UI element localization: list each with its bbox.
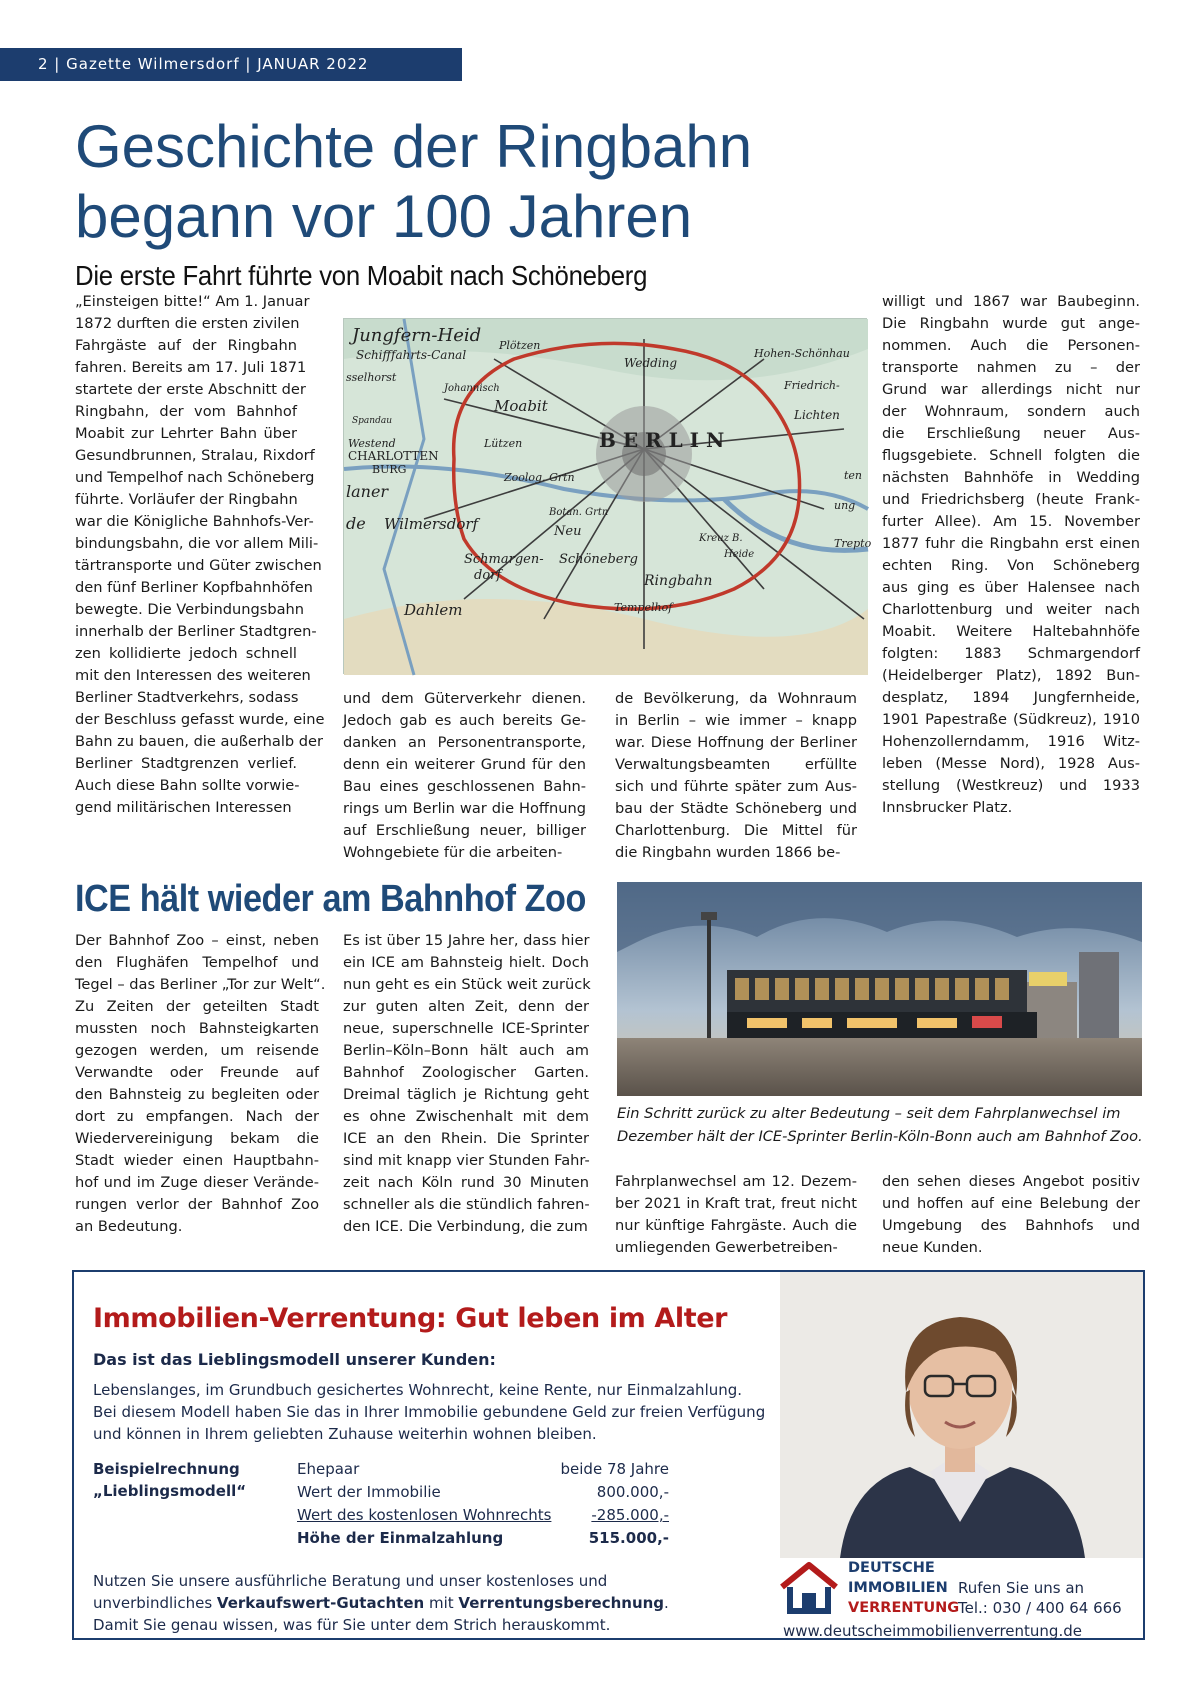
ad-description-line-2: Bei diesem Modell haben Sie das in Ihrer Immobilie gebundene Geld zur freien Verfügung	[93, 1403, 766, 1421]
text-line: war die Königliche Bahnhofs-Ver-	[75, 513, 314, 530]
text-line: war. Diese Hoffnung der Berliner	[615, 734, 857, 751]
text-line: Umgebung des Bahnhofs und	[882, 1217, 1140, 1234]
text-line: Moabit zur Lehrter Bahn über	[75, 425, 297, 442]
map-label-zoolog: Zoolog. Grtn	[504, 471, 575, 484]
page-header-bar	[0, 48, 462, 81]
text-line: umliegenden Gewerbetreiben-	[615, 1239, 838, 1256]
map-label-schiff: Schifffahrts-Canal	[356, 348, 467, 362]
calc-row-couple	[297, 1458, 669, 1481]
text-line: flugsgebiete. Schnell folgten die	[882, 447, 1140, 464]
text-line: Es ist über 15 Jahre her, dass hier	[343, 932, 590, 949]
map-label-wilmersdorf: Wilmersdorf	[384, 515, 479, 533]
text-line: sind mit knapp vier Stunden Fahr-	[343, 1152, 590, 1169]
text-line: Berliner Stadtverkehrs, sodass	[75, 689, 299, 706]
map-label-hohen: Hohen-Schönhau	[754, 347, 850, 360]
text-line: startete der erste Abschnitt der	[75, 381, 306, 398]
text-line: Der Bahnhof Zoo – einst, neben	[75, 932, 319, 949]
text-line: denn ein weiterer Grund für den	[343, 756, 586, 773]
text-line: auf Erschließung neuer, billiger	[343, 822, 586, 839]
company-logo-text	[848, 1558, 959, 1618]
text-line: Berliner Stadtgrenzen verlief.	[75, 755, 297, 772]
text-line: der Wohnraum, sondern auch	[882, 403, 1140, 420]
article-column-2	[343, 688, 586, 864]
ad-calculation-label-line-1: Beispielrechnung	[93, 1460, 240, 1478]
text-line: führte. Vorläufer der Ringbahn	[75, 491, 298, 508]
text-line: an Bedeutung.	[75, 1218, 183, 1235]
text-line: folgten: 1883 Schmargendorf	[882, 645, 1140, 662]
text-line: die Ringbahn wurden 1866 be-	[615, 844, 841, 861]
calc-row-property-value	[297, 1481, 669, 1504]
text-line: Charlottenburg. Die Mittel für	[615, 822, 857, 839]
text-line: tärtransporte und Güter zwischen	[75, 557, 322, 574]
text-line: neue Kunden.	[882, 1239, 983, 1256]
text-line: transporte nahmen zu – der	[882, 359, 1140, 376]
text-line: schneller als die stündlich fahren-	[343, 1196, 590, 1213]
text-line: Grund war allerdings nicht nur	[882, 381, 1140, 398]
text-line: den fünf Berliner Kopfbahnhöfen	[75, 579, 313, 596]
advisor-portrait	[780, 1272, 1143, 1558]
text-line: mussten noch Bahnsteigkarten	[75, 1020, 319, 1037]
text-line: den Bahnsteig zu begleiten oder	[75, 1086, 319, 1103]
contact-phone[interactable]: Tel.: 030 / 400 64 666	[958, 1599, 1122, 1617]
ad-footer-bold-appraisal: Verkaufswert-Gutachten	[216, 1594, 425, 1612]
text-line: bewegte. Die Verbindungsbahn	[75, 601, 305, 618]
calc-label: Wert der Immobilie	[297, 1483, 441, 1501]
map-label-heide: Heide	[724, 549, 755, 560]
text-line: neue, superschnelle ICE-Sprinter	[343, 1020, 589, 1037]
text-line: Moabit. Weitere Haltebahnhöfe	[882, 623, 1140, 640]
ad-calculation-table	[297, 1458, 669, 1550]
map-label-berlin: B E R L I N	[599, 428, 725, 452]
text-line: 1872 durften die ersten zivilen	[75, 315, 300, 332]
ad-description	[93, 1379, 765, 1445]
text-line: und Friedrichsberg (heute Frank-	[882, 491, 1140, 508]
map-label-trept: Trepto	[834, 537, 872, 550]
article-title	[75, 112, 975, 252]
article-title-line-2: begann vor 100 Jahren	[75, 183, 693, 250]
ad-footer-text	[93, 1570, 669, 1636]
text-line: nur künftige Fahrgäste. Auch die	[615, 1217, 857, 1234]
ad-description-line-3: und können in Ihrem geliebten Zuhause weiterhin wohnen bleiben.	[93, 1425, 597, 1443]
text-line: nächsten Bahnhöfe in Wedding	[882, 469, 1140, 486]
text-line: die Erschließung neuer Aus-	[882, 425, 1140, 442]
text-line: Charlottenburg und weiter nach	[882, 601, 1140, 618]
contact-info	[958, 1578, 1122, 1618]
calc-value: -285.000,-	[591, 1506, 669, 1524]
map-label-tempelhof: Tempelhof	[614, 601, 673, 614]
ad-subtitle: Das ist das Lieblingsmodell unserer Kunden:	[93, 1350, 496, 1369]
text-line: ICE an den Rhein. Die Sprinter	[343, 1130, 589, 1147]
map-label-dahlem: Dahlem	[404, 601, 463, 619]
text-line: Verwaltungsbeamten erfüllte	[615, 756, 857, 773]
calc-value: 515.000,-	[588, 1529, 669, 1547]
text-line: rings um Berlin war die Hoffnung	[343, 800, 586, 817]
text-line: ber 2021 in Kraft trat, freut nicht	[615, 1195, 857, 1212]
text-line: Fahrplanwechsel am 12. Dezem-	[615, 1173, 857, 1190]
photo-caption	[617, 1102, 1142, 1148]
text-line: Hohenzollerndamm, 1916 Witz-	[882, 733, 1140, 750]
text-line: es ohne Zwischenhalt mit dem	[343, 1108, 589, 1125]
text-line: mit den Interessen des weiteren	[75, 667, 311, 684]
text-line: zen kollidierte jedoch schnell	[75, 645, 297, 662]
contact-call-label: Rufen Sie uns an	[958, 1579, 1085, 1597]
map-label-spandau: Spandau	[352, 416, 393, 426]
ad-footer-text-part: .	[664, 1594, 669, 1612]
article-title-line-1: Geschichte der Ringbahn	[75, 113, 753, 180]
text-line: gend militärischen Interessen	[75, 799, 292, 816]
map-label-lichten: Lichten	[794, 408, 840, 422]
text-line: Ringbahn, der vom Bahnhof	[75, 403, 297, 420]
text-line: „Einsteigen bitte!“ Am 1. Januar	[75, 293, 310, 310]
text-line: furter Allee). Am 15. November	[882, 513, 1140, 530]
ice-column-1	[75, 930, 326, 1238]
text-line: der Beschluss gefasst wurde, eine	[75, 711, 325, 728]
text-line: fahren. Bereits am 17. Juli 1871	[75, 359, 307, 376]
text-line: nun geht es ein Stück weit zurück	[343, 976, 591, 993]
text-line: stellung (Westkreuz) und 1933	[882, 777, 1140, 794]
text-line: zur guten alten Zeit, denn der	[343, 998, 589, 1015]
ad-description-line-1: Lebenslanges, im Grundbuch gesichertes Wohnrecht, keine Rente, nur Einmalzahlung.	[93, 1381, 743, 1399]
ad-footer-text-part: mit	[424, 1594, 459, 1612]
company-website-link[interactable]: www.deutscheimmobilienverrentung.de	[783, 1622, 1082, 1640]
calc-value: beide 78 Jahre	[560, 1460, 669, 1478]
text-line: nommen. Auch die Personen-	[882, 337, 1140, 354]
text-line: bau der Städte Schöneberg und	[615, 800, 857, 817]
text-line: de Bevölkerung, da Wohnraum	[615, 690, 857, 707]
ad-title: Immobilien-Verrentung: Gut leben im Alter	[93, 1303, 728, 1334]
calc-label: Ehepaar	[297, 1460, 360, 1478]
photo-caption-line-1: Ein Schritt zurück zu alter Bedeutung – seit dem Fahrplanwechsel im	[617, 1105, 1121, 1122]
ad-calculation-label	[93, 1458, 246, 1502]
text-line: den Flughäfen Tempelhof und	[75, 954, 319, 971]
map-label-johannis: Johannisch	[444, 383, 500, 394]
text-line: willigt und 1867 war Baubeginn.	[882, 293, 1140, 310]
text-line: hof und im Zuge dieser Verände-	[75, 1174, 319, 1191]
ice-article-title: ICE hält wieder am Bahnhof Zoo	[75, 878, 586, 920]
article-subtitle: Die erste Fahrt führte von Moabit nach Schöneberg	[75, 260, 648, 291]
text-line: (Heidelberger Platz), 1892 Bun-	[882, 667, 1140, 684]
text-line: Verwandte oder Freunde auf	[75, 1064, 319, 1081]
text-line: bindungsbahn, die vor allem Mili-	[75, 535, 319, 552]
map-label-lutzen: Lützen	[484, 437, 523, 450]
text-line: innerhalb der Berliner Stadtgren-	[75, 623, 317, 640]
station-illustration	[617, 882, 1142, 1096]
calc-label: Höhe der Einmalzahlung	[297, 1529, 504, 1547]
text-line: leben (Messe Nord), 1928 Aus-	[882, 755, 1140, 772]
calc-row-residence-right	[297, 1504, 669, 1527]
map-label-westend: Westend	[348, 437, 396, 450]
text-line: und Tempelhof nach Schöneberg	[75, 469, 315, 486]
map-label-wedding: Wedding	[624, 356, 678, 370]
text-line: 1901 Papestraße (Südkreuz), 1910	[882, 711, 1140, 728]
historic-ringbahn-map	[343, 318, 872, 674]
text-line: Berlin–Köln–Bonn hält auch am	[343, 1042, 589, 1059]
map-label-de: de	[346, 514, 366, 533]
logo-line-1: DEUTSCHE	[848, 1560, 935, 1576]
company-logo-house-icon	[778, 1561, 840, 1615]
map-label-neu: Neu	[554, 524, 582, 539]
text-line: danken an Personentransporte,	[343, 734, 586, 751]
map-label-friedrich: Friedrich-	[784, 379, 840, 392]
ad-footer-line-3: Damit Sie genau wissen, was für Sie unter dem Strich herauskommt.	[93, 1616, 611, 1634]
map-label-plotzen: Plötzen	[499, 339, 541, 352]
map-label-charlotten: CHARLOTTEN	[348, 449, 439, 463]
text-line: Fahrgäste auf der Ringbahn	[75, 337, 297, 354]
text-line: Dreimal täglich je Richtung geht	[343, 1086, 589, 1103]
article-column-3	[615, 688, 857, 864]
text-line: Stadt wieder einen Hauptbahn-	[75, 1152, 319, 1169]
article-column-4	[882, 291, 1140, 819]
ad-footer-text-part: unverbindliches	[93, 1594, 217, 1612]
map-label-ung: ung	[834, 499, 856, 512]
text-line: Bau eines geschlossenen Bahn-	[343, 778, 586, 795]
ice-column-3	[615, 1171, 857, 1259]
text-line: den ICE. Die Verbindung, die zum	[343, 1218, 588, 1235]
calc-value: 800.000,-	[596, 1483, 669, 1501]
text-line: zeit nach Köln rund 30 Minuten	[343, 1174, 589, 1191]
text-line: Zu Zeiten der geteilten Stadt	[75, 998, 319, 1015]
map-label-ten: ten	[844, 469, 863, 482]
text-line: Innsbrucker Platz.	[882, 799, 1013, 816]
map-label-moabit: Moabit	[494, 397, 548, 415]
article-column-1	[75, 291, 325, 819]
text-line: und hoffen auf eine Belebung der	[882, 1195, 1140, 1212]
map-label-laner: laner	[346, 482, 389, 501]
photo-caption-line-2: Dezember hält der ICE-Sprinter Berlin-Köln-Bonn auch am Bahnhof Zoo.	[617, 1128, 1143, 1145]
ice-column-2	[343, 930, 589, 1238]
ad-footer-bold-calculation: Verrentungsberechnung	[458, 1594, 665, 1612]
map-label-ringbahn: Ringbahn	[644, 573, 713, 589]
text-line: aus ging es über Halensee nach	[882, 579, 1140, 596]
logo-line-2: IMMOBILIEN	[848, 1580, 948, 1596]
text-line: desplatz, 1894 Jungfernheide,	[882, 689, 1140, 706]
page-header-label: 2 | Gazette Wilmersdorf | JANUAR 2022	[38, 55, 369, 73]
text-line: Bahn zu bauen, die außerhalb der	[75, 733, 324, 750]
portrait-illustration	[780, 1272, 1143, 1558]
map-label-jungfern: Jungfern-Heid	[352, 325, 482, 346]
text-line: Wohngebiete für die arbeiten-	[343, 844, 563, 861]
text-line: Bahnhof Zoologischer Garten.	[343, 1064, 589, 1081]
map-label-botan: Botan. Grtn	[549, 507, 609, 518]
map-label-seelhorst: sselhorst	[346, 371, 397, 384]
ice-column-4	[882, 1171, 1140, 1259]
logo-line-3: VERRENTUNG	[848, 1600, 960, 1616]
text-line: Auch diese Bahn sollte vorwie-	[75, 777, 300, 794]
map-label-schmargen: Schmargen-	[464, 552, 544, 567]
text-line: echten Ring. Von Schöneberg	[882, 557, 1140, 574]
text-line: sich und führte später zum Aus-	[615, 778, 857, 795]
text-line: Gesundbrunnen, Stralau, Rixdorf	[75, 447, 315, 464]
text-line: in Berlin – wie immer – knapp	[615, 712, 857, 729]
text-line: Die Ringbahn wurde gut ange-	[882, 315, 1140, 332]
ad-footer-line-2	[93, 1592, 669, 1614]
text-line: Jedoch gab es auch bereits Ge-	[343, 712, 586, 729]
map-illustration	[344, 319, 872, 675]
ad-calculation-label-line-2: „Lieblingsmodell“	[93, 1482, 247, 1500]
text-line: Wiedervereinigung bekam die	[75, 1130, 319, 1147]
text-line: den sehen dieses Angebot positiv	[882, 1173, 1140, 1190]
map-label-kreuz: Kreuz B.	[699, 533, 743, 544]
text-line: gezogen werden, um reisende	[75, 1042, 319, 1059]
map-label-burg: BURG	[372, 463, 407, 476]
ad-footer-line-1: Nutzen Sie unsere ausführliche Beratung und unser kostenloses und	[93, 1572, 608, 1590]
text-line: Tegel – das Berliner „Tor zur Welt“.	[75, 976, 326, 993]
map-label-schoneberg: Schöneberg	[559, 552, 639, 567]
bahnhof-zoo-photo	[617, 882, 1142, 1096]
text-line: 1877 fuhr die Ringbahn erst einen	[882, 535, 1140, 552]
text-line: rungen verlor der Bahnhof Zoo	[75, 1196, 319, 1213]
map-label-dorf: dorf	[474, 568, 502, 583]
text-line: ein ICE am Bahnsteig hielt. Doch	[343, 954, 589, 971]
calc-label: Wert des kostenlosen Wohnrechts	[297, 1506, 552, 1524]
text-line: dort zu empfangen. Nach der	[75, 1108, 319, 1125]
calc-row-lump-sum	[297, 1527, 669, 1550]
text-line: und dem Güterverkehr dienen.	[343, 690, 586, 707]
